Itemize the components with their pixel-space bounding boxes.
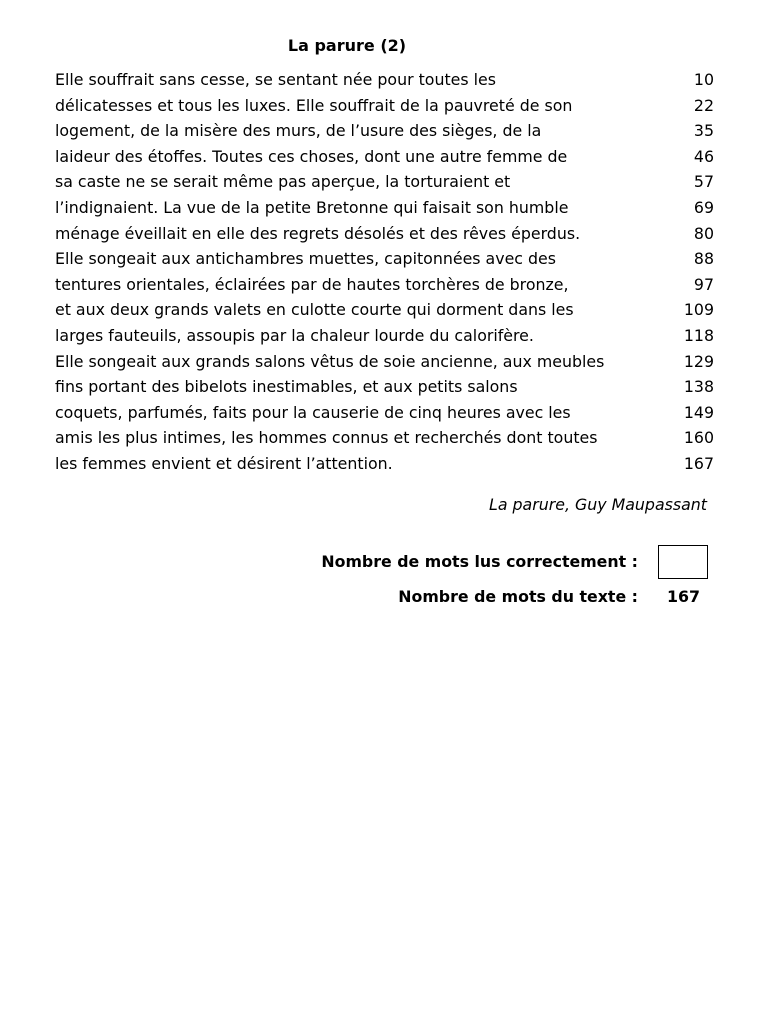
- word-count: 160: [683, 428, 714, 448]
- reading-passage: [55, 67, 715, 477]
- line-text: Elle songeait aux grands salons vêtus de soie ancienne, aux meubles: [55, 351, 605, 371]
- passage-line: [55, 297, 715, 323]
- word-count: 10: [693, 70, 714, 89]
- word-count: 57: [693, 172, 714, 192]
- line-text: larges fauteuils, assoupis par la chaleur lourde du calorifère.: [55, 325, 534, 345]
- line-text: coquets, parfumés, faits pour la causerie de cinq heures avec les: [55, 402, 571, 422]
- passage-line: [55, 349, 715, 375]
- word-count: 167: [683, 453, 714, 473]
- word-count: 129: [683, 351, 714, 371]
- passage-line: [55, 221, 715, 247]
- word-count: 149: [683, 402, 714, 422]
- line-text: sa caste ne se serait même pas aperçue, la torturaient et: [55, 172, 511, 192]
- passage-line: [55, 144, 715, 170]
- correct-words-answer-box[interactable]: [658, 545, 708, 579]
- passage-line: [55, 374, 715, 400]
- passage-line: [55, 246, 715, 272]
- line-text: laideur des étoffes. Toutes ces choses, dont une autre femme de: [55, 146, 568, 166]
- document-title: La parure (2): [287, 36, 407, 55]
- line-text: Elle souffrait sans cesse, se sentant née pour toutes les: [55, 70, 496, 89]
- word-count: 69: [693, 197, 714, 217]
- line-text: amis les plus intimes, les hommes connus et recherchés dont toutes: [55, 428, 598, 448]
- passage-line: [55, 272, 715, 298]
- passage-line: [55, 323, 715, 349]
- passage-line: [55, 400, 715, 426]
- passage-line: [55, 169, 715, 195]
- line-text: l’indignaient. La vue de la petite Bretonne qui faisait son humble: [55, 197, 569, 217]
- word-count: 109: [683, 300, 714, 320]
- word-count: 22: [693, 95, 714, 115]
- word-count: 118: [683, 325, 714, 345]
- line-text: fins portant des bibelots inestimables, et aux petits salons: [55, 377, 518, 397]
- passage-line: [55, 67, 715, 93]
- line-text: Elle songeait aux antichambres muettes, capitonnées avec des: [55, 249, 556, 269]
- line-text: et aux deux grands valets en culotte courte qui dorment dans les: [55, 300, 574, 320]
- passage-line: [55, 93, 715, 119]
- correct-words-label: Nombre de mots lus correctement :: [321, 552, 638, 571]
- passage-line: [55, 118, 715, 144]
- line-text: les femmes envient et désirent l’attention.: [55, 453, 393, 473]
- word-count: 97: [693, 274, 714, 294]
- passage-line: [55, 195, 715, 221]
- source-attribution: La parure, Guy Maupassant: [489, 495, 707, 514]
- word-count: 35: [693, 121, 714, 141]
- word-count: 46: [693, 146, 714, 166]
- word-count: 138: [683, 377, 714, 397]
- line-text: logement, de la misère des murs, de l’usure des sièges, de la: [55, 121, 542, 141]
- total-words-value: 167: [667, 587, 700, 606]
- total-words-label: Nombre de mots du texte :: [398, 587, 638, 606]
- word-count: 80: [693, 223, 714, 243]
- passage-line: [55, 425, 715, 451]
- line-text: ménage éveillait en elle des regrets désolés et des rêves éperdus.: [55, 223, 581, 243]
- passage-line: [55, 451, 715, 477]
- word-count: 88: [693, 249, 714, 269]
- line-text: tentures orientales, éclairées par de hautes torchères de bronze,: [55, 274, 569, 294]
- line-text: délicatesses et tous les luxes. Elle souffrait de la pauvreté de son: [55, 95, 573, 115]
